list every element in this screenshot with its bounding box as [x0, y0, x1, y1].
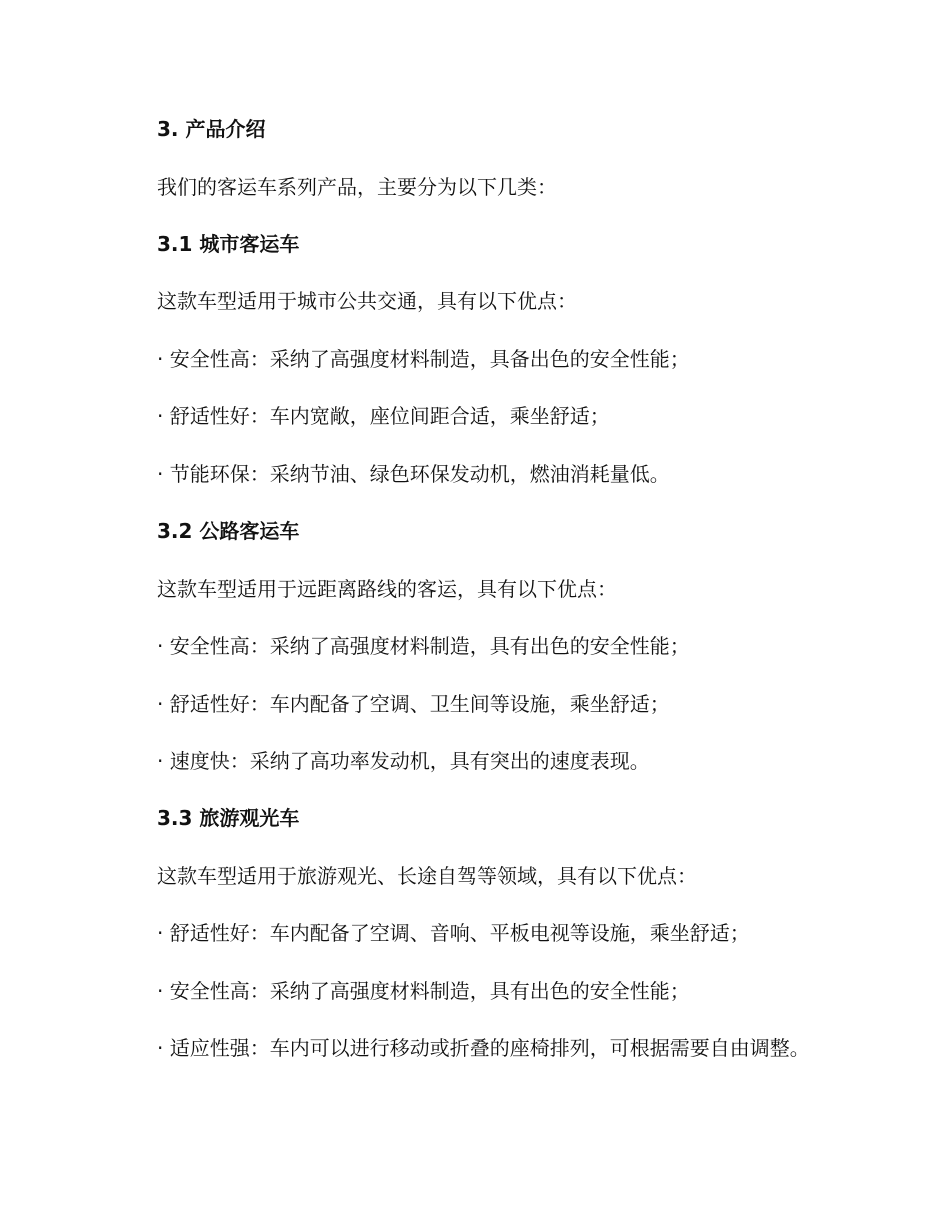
intro-paragraph: 我们的客运车系列产品，主要分为以下几类：	[157, 175, 557, 199]
highway-bus-bullet-safety: · 安全性高：采纳了高强度材料制造，具有出色的安全性能；	[157, 634, 690, 658]
tour-bus-bullet-comfort: · 舒适性好：车内配备了空调、音响、平板电视等设施，乘坐舒适；	[157, 921, 750, 945]
tour-bus-description: 这款车型适用于旅游观光、长途自驾等领域，具有以下优点：	[157, 864, 697, 888]
subsection-title-tour-bus: 3.3 旅游观光车	[157, 806, 300, 830]
tour-bus-bullet-safety: · 安全性高：采纳了高强度材料制造，具有出色的安全性能；	[157, 979, 690, 1003]
city-bus-description: 这款车型适用于城市公共交通，具有以下优点：	[157, 289, 577, 313]
city-bus-bullet-comfort: · 舒适性好：车内宽敞，座位间距合适，乘坐舒适；	[157, 404, 610, 428]
highway-bus-description: 这款车型适用于远距离路线的客运，具有以下优点：	[157, 577, 617, 601]
section-title: 3. 产品介绍	[157, 117, 266, 141]
subsection-title-highway-bus: 3.2 公路客运车	[157, 519, 300, 543]
city-bus-bullet-eco: · 节能环保：采纳节油、绿色环保发动机，燃油消耗量低。	[157, 462, 670, 486]
highway-bus-bullet-speed: · 速度快：采纳了高功率发动机，具有突出的速度表现。	[157, 749, 650, 773]
subsection-title-city-bus: 3.1 城市客运车	[157, 232, 300, 256]
tour-bus-bullet-adaptability: · 适应性强：车内可以进行移动或折叠的座椅排列，可根据需要自由调整。	[157, 1036, 810, 1060]
city-bus-bullet-safety: · 安全性高：采纳了高强度材料制造，具备出色的安全性能；	[157, 347, 690, 371]
highway-bus-bullet-comfort: · 舒适性好：车内配备了空调、卫生间等设施，乘坐舒适；	[157, 692, 670, 716]
